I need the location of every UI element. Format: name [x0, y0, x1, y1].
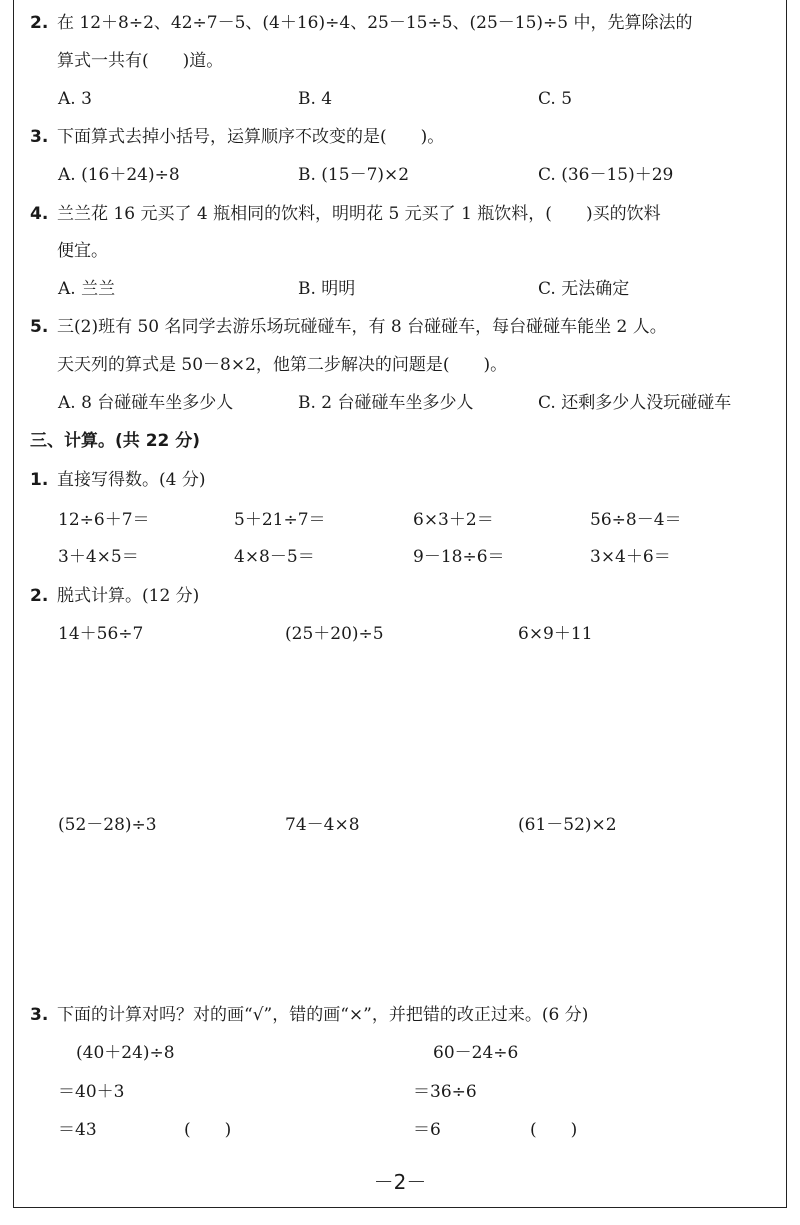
calc2-r1-c1: 14＋56÷7 [58, 624, 144, 644]
calc2-number: 2. [30, 586, 49, 606]
calc2-title: 脱式计算。(12 分) [57, 586, 200, 606]
calc1-r2-c4: 3×4＋6＝ [590, 547, 671, 567]
q2-option-a: A. 3 [58, 89, 92, 109]
calc1-r2-c3: 9－18÷6＝ [413, 547, 505, 567]
calc1-title: 直接写得数。(4 分) [57, 470, 206, 490]
calc2-r1-c3: 6×9＋11 [518, 624, 593, 644]
calc3-right-line1: 60－24÷6 [433, 1043, 519, 1063]
q4-text-line1: 兰兰花 16 元买了 4 瓶相同的饮料，明明花 5 元买了 1 瓶饮料，( )买的饮料 [57, 204, 661, 224]
calc3-right-line3: ＝6 [413, 1120, 441, 1140]
q5-option-b: B. 2 台碰碰车坐多少人 [298, 393, 474, 413]
q2-text-line2: 算式一共有( )道。 [57, 51, 224, 71]
q2-option-c: C. 5 [538, 89, 573, 109]
calc3-right-line2: ＝36÷6 [413, 1082, 477, 1102]
q5-text-line1: 三(2)班有 50 名同学去游乐场玩碰碰车，有 8 台碰碰车，每台碰碰车能坐 2 人。 [57, 317, 667, 337]
calc2-r2-c1: (52－28)÷3 [58, 815, 157, 835]
q3-text-line1: 下面算式去掉小括号，运算顺序不改变的是( )。 [57, 127, 445, 147]
q2-number: 2. [30, 13, 49, 33]
q3-number: 3. [30, 127, 49, 147]
calc3-left-answer-bracket: ( ) [184, 1120, 232, 1140]
section-3-title: 三、计算。(共 22 分) [30, 431, 201, 451]
calc1-number: 1. [30, 470, 49, 490]
calc1-r2-c2: 4×8－5＝ [234, 547, 315, 567]
calc1-r1-c4: 56÷8－4＝ [590, 510, 682, 530]
calc3-number: 3. [30, 1005, 49, 1025]
q3-option-c: C. (36－15)＋29 [538, 165, 674, 185]
q2-option-b: B. 4 [298, 89, 333, 109]
calc3-right-answer-bracket: ( ) [530, 1120, 578, 1140]
q2-text-line1: 在 12＋8÷2、42÷7－5、(4＋16)÷4、25－15÷5、(25－15)÷5 中，先算除法的 [57, 13, 693, 33]
q3-option-b: B. (15－7)×2 [298, 165, 410, 185]
q3-option-a: A. (16＋24)÷8 [58, 165, 180, 185]
q4-option-a: A. 兰兰 [58, 279, 116, 299]
calc3-left-line3: ＝43 [58, 1120, 97, 1140]
calc2-r1-c2: (25＋20)÷5 [285, 624, 384, 644]
q4-text-line2: 便宜。 [57, 241, 108, 261]
q4-option-c: C. 无法确定 [538, 279, 630, 299]
calc2-r2-c2: 74－4×8 [285, 815, 360, 835]
q5-option-a: A. 8 台碰碰车坐多少人 [58, 393, 234, 413]
q4-number: 4. [30, 204, 49, 224]
q5-text-line2: 天天列的算式是 50－8×2，他第二步解决的问题是( )。 [57, 355, 508, 375]
calc1-r1-c2: 5＋21÷7＝ [234, 510, 326, 530]
calc3-left-line2: ＝40＋3 [58, 1082, 125, 1102]
calc1-r1-c3: 6×3＋2＝ [413, 510, 494, 530]
calc1-r1-c1: 12÷6＋7＝ [58, 510, 150, 530]
calc3-left-line1: (40＋24)÷8 [76, 1043, 175, 1063]
calc2-r2-c3: (61－52)×2 [518, 815, 617, 835]
q5-option-c: C. 还剩多少人没玩碰碰车 [538, 393, 732, 413]
q4-option-b: B. 明明 [298, 279, 356, 299]
page-number: －2－ [373, 1170, 427, 1194]
calc3-title: 下面的计算对吗？对的画“√”，错的画“×”，并把错的改正过来。(6 分) [57, 1005, 589, 1025]
calc1-r2-c1: 3＋4×5＝ [58, 547, 139, 567]
q5-number: 5. [30, 317, 49, 337]
